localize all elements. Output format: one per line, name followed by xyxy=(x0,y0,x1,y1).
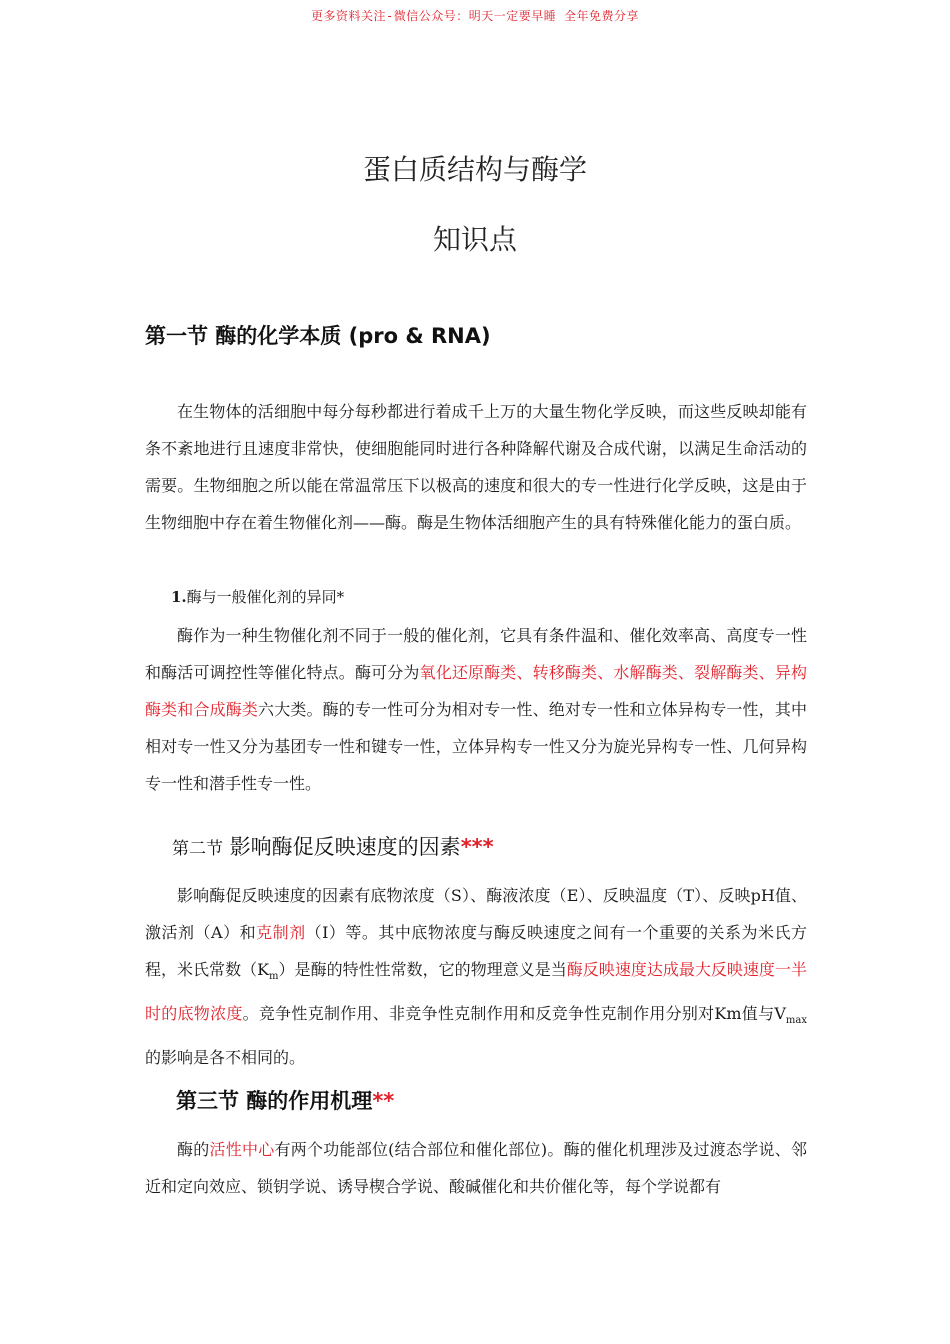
section2-heading-title: 影响酶促反映速度的因素 xyxy=(229,835,461,859)
highlight-active-center: 活性中心 xyxy=(209,1140,275,1159)
text-run: 影响酶促反映速度的因素有底物浓度（S）、酶液浓度（E）、反映温度（T）、反映pH值、激活剂（A）和 xyxy=(145,886,807,942)
text-run: 酶的 xyxy=(177,1140,210,1159)
importance-stars: *** xyxy=(460,835,494,859)
section3-paragraph xyxy=(145,1131,807,1205)
section2-heading xyxy=(172,831,494,861)
text-run: 六大类。酶的专一性可分为相对专一性、绝对专一性和立体异构专一性，其中相对专一性又分为基团专一性和键专一性，立体异构专一性又分为旋光异构专一性、几何异构专一性和潜手性专一性。 xyxy=(145,700,807,793)
text-run: ）是酶的特性性常数，它的物理意义是当 xyxy=(278,960,567,979)
subsection-1-number: 1. xyxy=(171,588,187,606)
importance-stars: ** xyxy=(372,1089,395,1113)
header-banner: 更多资料关注-微信公众号：明天一定要早睡 全年免费分享 xyxy=(311,9,639,23)
section1-heading: 第一节 酶的化学本质 (pro & RNA) xyxy=(145,324,491,348)
text-run: 酶作为一种生物催化剂不同于一般的催化剂，它具有条件温和、催化效率高、高度专一性和酶活可调控性等催化特点。酶可分为 xyxy=(145,626,807,682)
section3-heading xyxy=(176,1085,394,1115)
highlight-km-meaning: 酶反映速度达成最大反映速度一半时的底物浓度 xyxy=(145,960,807,1023)
section3-heading-title: 第三节 酶的作用机理 xyxy=(176,1089,373,1113)
section1-paragraph-2 xyxy=(145,617,807,802)
document-title: 蛋白质结构与酶学 xyxy=(362,153,587,186)
subscript-max: max xyxy=(785,1015,807,1026)
document-subtitle: 知识点 xyxy=(432,223,517,256)
highlight-inhibitor: 克制剂 xyxy=(256,923,306,942)
section1-paragraph-1: 在生物体的活细胞中每分每秒都进行着成千上万的大量生物化学反映，而这些反映却能有条不紊地进行且速度非常快，使细胞能同时进行各种降解代谢及合成代谢，以满足生命活动的需要。生物细胞之所以能在常温常压下以极高的速度和很大的专一性进行化学反映，这是由于生物细胞中存在着生物催化剂——酶。酶是生物体活细胞产生的具有特殊催化能力的蛋白质。 xyxy=(145,402,807,532)
subsection-1-title: 酶与一般催化剂的异同* xyxy=(186,588,345,606)
section2-paragraph xyxy=(145,877,807,1076)
highlight-enzyme-classes: 氧化还原酶类、转移酶类、水解酶类、裂解酶类、异构酶类和合成酶类 xyxy=(145,663,807,719)
text-run: 的影响是各不相同的。 xyxy=(145,1048,306,1067)
text-run: （I）等。其中底物浓度与酶反映速度之间有一个重要的关系为米氏方程，米氏常数（K xyxy=(145,923,807,979)
subscript-m: m xyxy=(269,971,279,982)
text-run: 。竞争性克制作用、非竞争性克制作用和反竞争性克制作用分别对Km值与V xyxy=(242,1004,786,1023)
section2-heading-label: 第二节 xyxy=(172,839,223,859)
subsection-1-heading xyxy=(171,586,344,607)
text-run: 有两个功能部位(结合部位和催化部位)。酶的催化机理涉及过渡态学说、邻近和定向效应、锁钥学说、诱导楔合学说、酸碱催化和共价催化等，每个学说都有 xyxy=(145,1140,807,1196)
